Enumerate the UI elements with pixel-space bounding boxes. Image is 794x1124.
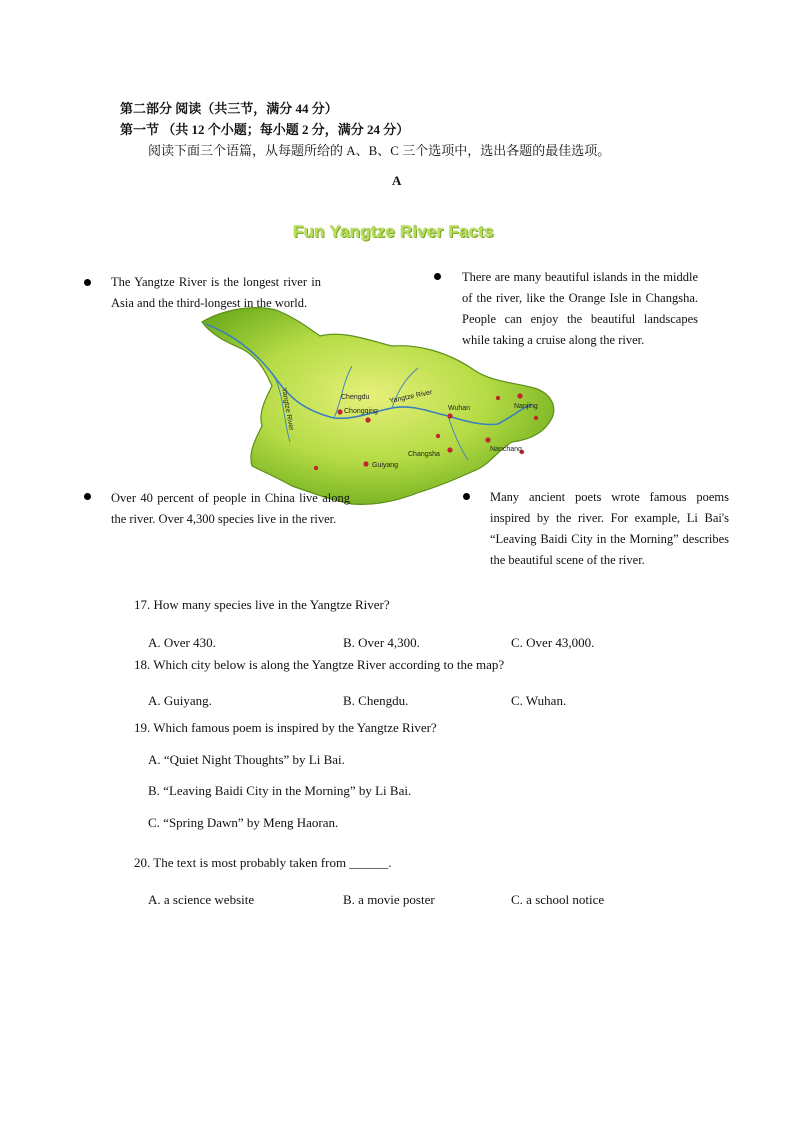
bullet-dot — [84, 279, 91, 286]
bullet-dot — [434, 273, 441, 280]
option-17b: B. Over 4,300. — [343, 635, 420, 650]
option-17a: A. Over 430. — [148, 635, 216, 650]
option-18b: B. Chengdu. — [343, 693, 409, 708]
svg-text:Changsha: Changsha — [408, 451, 440, 458]
option-19a: A. “Quiet Night Thoughts” by Li Bai. — [148, 752, 345, 767]
option-17c: C. Over 43,000. — [511, 635, 595, 650]
svg-text:Nanjing: Nanjing — [514, 403, 538, 410]
option-20a: A. a science website — [148, 892, 255, 907]
option-20b: B. a movie poster — [343, 892, 435, 907]
svg-text:Chengdu: Chengdu — [341, 394, 370, 401]
fact-longest-river: The Yangtze River is the longest river in Asia and the third-longest in the world. — [111, 275, 321, 310]
bullet-dot — [84, 493, 91, 500]
option-18c: C. Wuhan. — [511, 693, 567, 708]
bullet-dot — [463, 493, 470, 500]
fact-ancient-poets: Many ancient poets wrote famous poems inspired by the river. For example, Li Bai's “Leaving Baidi City in the Morning” describes the beautiful scene of the river. — [490, 490, 729, 567]
fact-islands: There are many beautiful islands in the middle of the river, like the Orange Isle in Changsha. People can enjoy the beautiful landscapes while taking a cruise along the river. — [462, 270, 698, 347]
svg-text:Wuhan: Wuhan — [448, 405, 471, 412]
part-heading: 第二部分 阅读（共三节，满分 44 分） — [120, 101, 338, 116]
section-heading: 第一节 （共 12 个小题；每小题 2 分，满分 24 分） — [120, 122, 410, 137]
option-20c: C. a school notice — [511, 892, 605, 907]
option-19c: C. “Spring Dawn” by Meng Haoran. — [148, 815, 339, 830]
infographic-title: Fun Yangtze River Facts — [293, 222, 494, 241]
question-19: 19. Which famous poem is inspired by the Yangtze River? — [134, 720, 437, 735]
question-18: 18. Which city below is along the Yangtze River according to the map? — [134, 657, 505, 672]
option-19b: B. “Leaving Baidi City in the Morning” by Li Bai. — [148, 783, 412, 798]
option-18a: A. Guiyang. — [148, 693, 212, 708]
fact-population-species: Over 40 percent of people in China live along the river. Over 4,300 species live in the river. — [111, 491, 350, 526]
instructions: 阅读下面三个语篇，从每题所给的 A、B、C 三个选项中，选出各题的最佳选项。 — [148, 143, 611, 158]
svg-text:Chongqing: Chongqing — [344, 408, 378, 415]
svg-text:Guiyang: Guiyang — [372, 462, 399, 469]
svg-text:Nanchang: Nanchang — [490, 446, 522, 453]
question-20: 20. The text is most probably taken from ______. — [134, 855, 392, 870]
passage-label: A — [392, 173, 402, 188]
question-17: 17. How many species live in the Yangtze River? — [134, 597, 390, 612]
river-label-main: Yangtze River — [388, 389, 433, 405]
river-label-tributary: Yangtze River — [280, 387, 295, 432]
